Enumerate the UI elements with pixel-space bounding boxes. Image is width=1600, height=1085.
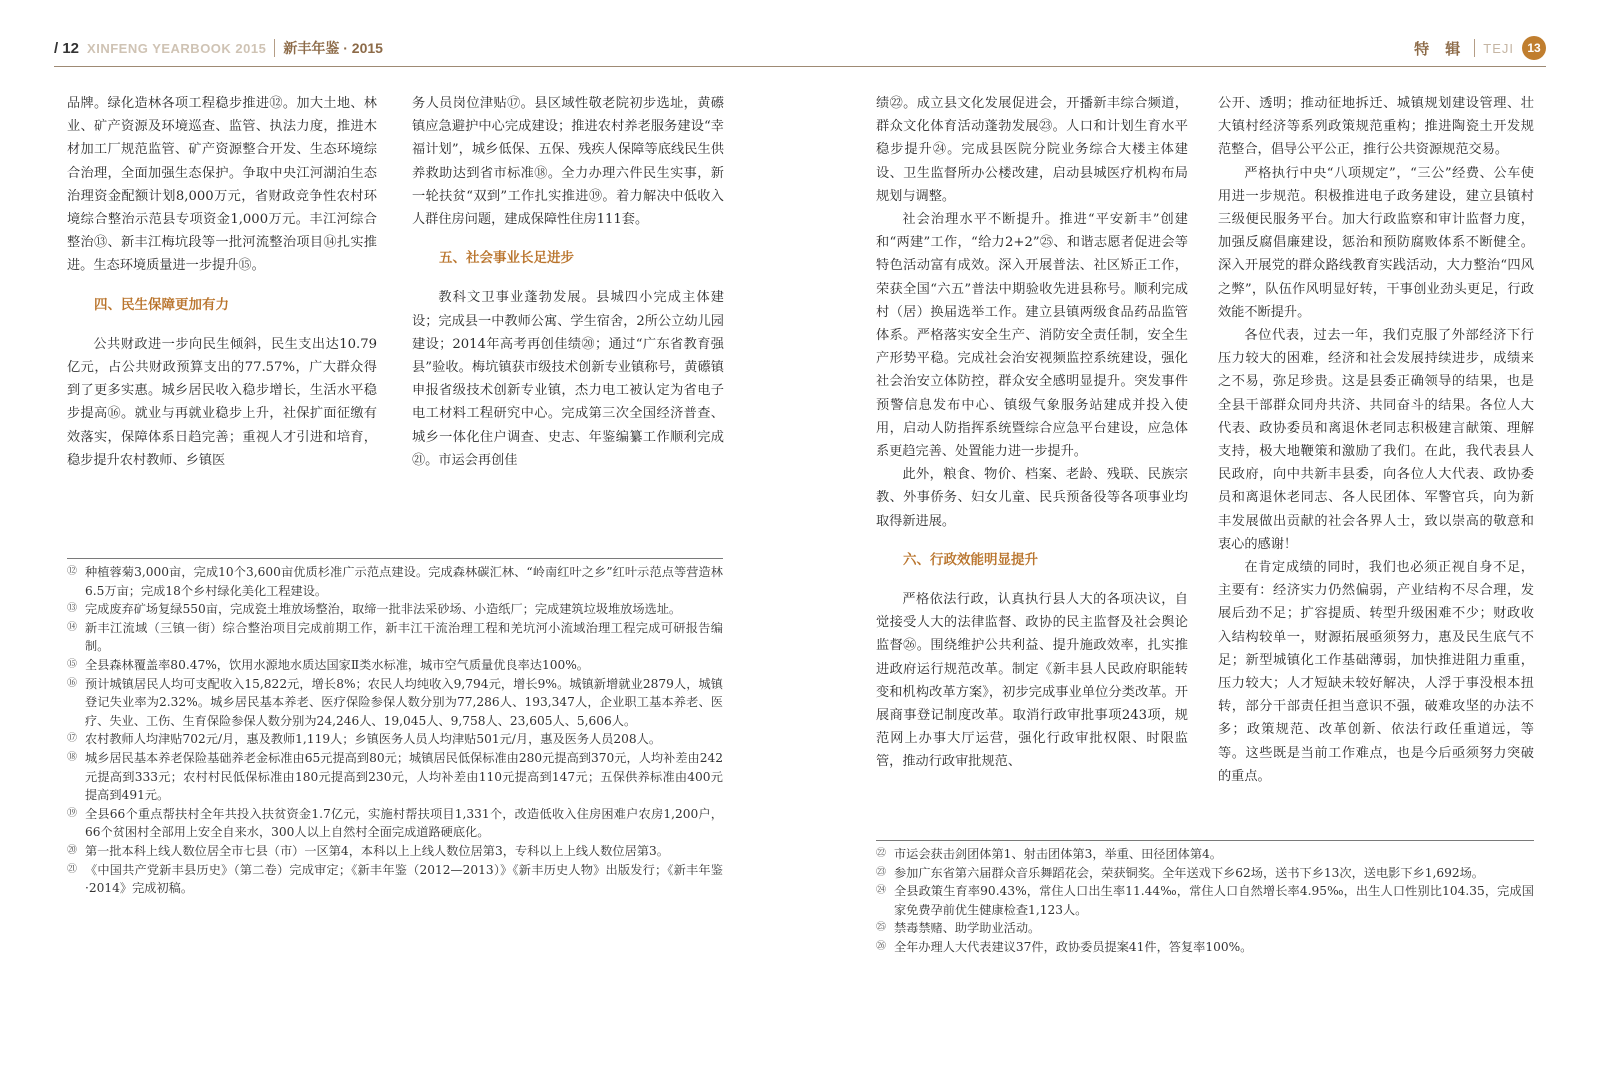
footnote-rule xyxy=(67,558,723,559)
footnote-number: ⑬ xyxy=(67,603,77,615)
footnote-number: ⑳ xyxy=(67,844,77,856)
footnote xyxy=(876,882,1534,919)
yearbook-title-cn: 新丰年鉴 · 2015 xyxy=(283,40,383,56)
footnote-number: ⑲ xyxy=(67,807,77,819)
footnote xyxy=(876,938,1534,957)
header-rule xyxy=(54,66,1546,67)
footnote-text: 全县66个重点帮扶村全年共投入扶贫资金1.7亿元，实施村帮扶项目1,331个，改造低收入住房困难户农房1,200户，66个贫困村全部用上安全自来水，300人以上自然村全面完成道路硬底化。 xyxy=(85,806,723,840)
footnote xyxy=(876,845,1534,864)
text-column-3 xyxy=(876,92,1188,774)
footnote xyxy=(67,563,723,600)
footnote-number: ㉒ xyxy=(876,848,886,859)
footnote-number: ⑰ xyxy=(67,733,77,745)
footnote-text: 预计城镇居民人均可支配收入15,822元，增长8%；农民人均纯收入9,794元，增长9%。城镇新增就业2879人，城镇登记失业率为2.32%。城乡居民基本养老、医疗保险参保人数分别为77,286人、193,347人，企业职工基本养老、医疗、失业、工伤、生育保险参保人数分别为24,246人、19,045人、9,758人、23,605人、5,606人。 xyxy=(85,676,723,728)
footnote xyxy=(876,919,1534,938)
footnote xyxy=(67,656,723,675)
footnote-text: 完成废弃矿场复绿550亩，完成瓷土堆放场整治，取缔一批非法采砂场、小造纸厂；完成建筑垃圾堆放场选址。 xyxy=(85,602,682,617)
footnote-number: ⑱ xyxy=(67,751,77,763)
paragraph: 教科文卫事业蓬勃发展。县城四小完成主体建设；完成县一中教师公寓、学生宿舍，2所公立幼儿园建设；2014年高考再创佳绩⑳；通过“广东省教育强县”验收。梅坑镇获市级技术创新专业镇称号，黄礤镇申报省级技术创新专业镇，杰力电工被认定为省电子电工材料工程研究中心。完成第三次全国经济普查、城乡一体化住户调查、史志、年鉴编纂工作顺利完成㉑。市运会再创佳 xyxy=(412,290,724,468)
section-heading-6: 六、行政效能明显提升 xyxy=(903,551,1038,568)
footnote xyxy=(67,675,723,731)
paragraph: 品牌。绿化造林各项工程稳步推进⑫。加大土地、林业、矿产资源及环境巡查、监管、执法力度，推进木材加工厂规范监管、矿产资源整合开发、生态环境综合治理，全面加强生态保护。争取中央江河湖泊生态治理资金配额计划8,000万元，省财政竞争性农村环境综合整治示范县专项资金1,000万元。丰江河综合整治⑬、新丰江梅坑段等一批河流整治项目⑭扎实推进。生态环境质量进一步提升⑮。 xyxy=(67,96,377,274)
section-title-en: TEJI xyxy=(1483,40,1514,56)
footnote-number: ㉕ xyxy=(876,922,886,934)
footnote xyxy=(67,749,723,805)
running-header-right xyxy=(1414,36,1546,60)
paragraph: 务人员岗位津贴⑰。县区域性敬老院初步选址，黄礤镇应急避护中心完成建设；推进农村养老服务建设“幸福计划”，城乡低保、五保、残疾人保障等底线民生供养救助达到省市标准⑱。全力办理六件民生实事，新一轮扶贫“双到”工作扎实推进⑲。着力解决中低收入人群住房问题，建成保障性住房111套。 xyxy=(412,96,724,228)
yearbook-title-en: XINFENG YEARBOOK 2015 xyxy=(87,40,267,56)
paragraph: 社会治理水平不断提升。推进“平安新丰”创建和“两建”工作，“给力2+2”㉕、和谐志愿者促进会等特色活动富有成效。深入开展普法、社区矫正工作，荣获全国“六五”普法中期验收先进县称号。顺利完成村（居）换届选举工作。建立县镇两级食品药品监管体系。严格落实安全生产、消防安全责任制，安全生产形势平稳。完成社会治安视频监控系统建设，强化社会治安立体防控，群众安全感明显提升。突发事件预警信息发布中心、镇级气象服务站建成并投入使用，启动人防指挥系统暨综合应急平台建设，应急体系更趋完善、处置能力进一步提升。 xyxy=(876,212,1188,460)
footnote-text: 参加广东省第六届群众音乐舞蹈花会，荣获铜奖。全年送戏下乡62场，送书下乡13次，送电影下乡1,692场。 xyxy=(894,865,1484,880)
footnote xyxy=(67,730,723,749)
section-heading-5: 五、社会事业长足进步 xyxy=(439,250,574,267)
footnote-text: 第一批本科上线人数位居全市七县（市）一区第4，本科以上上线人数位居第3，专科以上上线人数位居第3。 xyxy=(85,843,669,858)
section-title-cn: 特 辑 xyxy=(1414,40,1467,58)
paragraph: 各位代表，过去一年，我们克服了外部经济下行压力较大的困难，经济和社会发展持续进步，成绩来之不易，弥足珍贵。这是县委正确领导的结果，也是全县干部群众同舟共济、共同奋斗的结果。各位人大代表、政协委员和离退休老同志积极建言献策、理解支持，极大地鞭策和激励了我们。在此，我代表县人民政府，向中共新丰县委，向各位人大代表、政协委员和离退休老同志、各人民团体、军警官兵，向为新丰发展做出贡献的社会各界人士，致以崇高的敬意和衷心的感谢！ xyxy=(1218,328,1534,552)
footnote-number: ⑫ xyxy=(67,566,77,577)
footnote xyxy=(876,864,1534,883)
footnotes-right xyxy=(876,845,1534,957)
footnote-text: 种植蓉菊3,000亩，完成10个3,600亩优质杉准广示范点建设。完成森林碳汇林、“岭南红叶之乡”红叶示范点等营造林6.5万亩；完成18个乡村绿化美化工程建设。 xyxy=(85,565,723,598)
footnote xyxy=(67,805,723,842)
paragraph: 严格执行中央“八项规定”，“三公”经费、公车使用进一步规范。积极推进电子政务建设，建立县镇村三级便民服务平台。加大行政监察和审计监督力度，加强反腐倡廉建设，惩治和预防腐败体系不断健全。深入开展党的群众路线教育实践活动，大力整治“四风之弊”，队伍作风明显好转，干事创业劲头更足，行政效能不断提升。 xyxy=(1218,165,1534,320)
paragraph: 在肯定成绩的同时，我们也必须正视自身不足，主要有：经济实力仍然偏弱，产业结构不尽合理，发展后劲不足；扩容提质、转型升级困难不少；财政收入结构较单一，财源拓展亟须努力，惠及民生底气不足；新型城镇化工作基础薄弱，加快推进阻力重重，压力较大；人才短缺未较好解决，人浮于事没根本扭转，部分干部责任担当意识不强，破难攻坚的办法不多；政策规范、改革创新、依法行政任重道远，等等。这些既是当前工作难点，也是今后亟须努力突破的重点。 xyxy=(1218,560,1534,784)
paragraph: 此外，粮食、物价、档案、老龄、残联、民族宗教、外事侨务、妇女儿童、民兵预备役等各项事业均取得新进展。 xyxy=(876,467,1188,529)
footnote-text: 市运会获击剑团体第1、射击团体第3，举重、田径团体第4。 xyxy=(894,847,1222,861)
paragraph: 公共财政进一步向民生倾斜，民生支出达10.79亿元，占公共财政预算支出的77.57%，广大群众得到了更多实惠。城乡居民收入稳步增长，生活水平稳步提高⑯。就业与再就业稳步上升，社保扩面征缴有效落实，保障体系日趋完善；重视人才引进和培育，稳步提升农村教师、乡镇医 xyxy=(67,336,377,468)
section-heading-4: 四、民生保障更加有力 xyxy=(94,296,229,313)
footnote-text: 禁毒禁赌、助学助业活动。 xyxy=(894,921,1041,936)
header-divider xyxy=(274,39,275,57)
footnote-number: ⑯ xyxy=(67,677,77,689)
footnote-text: 全年办理人大代表建议37件，政协委员提案41件，答复率100%。 xyxy=(894,939,1253,954)
paragraph: 绩㉒。成立县文化发展促进会，开播新丰综合频道，群众文化体育活动蓬勃发展㉓。人口和计划生育水平稳步提升㉔。完成县医院分院业务综合大楼主体建设、卫生监督所办公楼改建，启动县城医疗机构布局规划与调整。 xyxy=(876,96,1188,204)
text-column-1 xyxy=(67,92,377,472)
running-header-left xyxy=(54,36,383,60)
text-column-2 xyxy=(412,92,724,472)
footnote-number: ㉑ xyxy=(67,863,77,875)
footnote xyxy=(67,619,723,656)
footnote-number: ㉔ xyxy=(876,885,886,897)
footnote xyxy=(67,861,723,898)
footnote-number: ⑮ xyxy=(67,658,77,670)
footnote-rule xyxy=(876,840,1534,841)
footnote-text: 城乡居民基本养老保险基础养老金标准由65元提高到80元；城镇居民低保标准由280元提高到370元，人均补差由242元提高到333元；农村村民低保标准由180元提高到230元，人均补差由110元提高到147元；五保供养标准由400元提高到491元。 xyxy=(85,750,723,803)
footnote-text: 全县森林覆盖率80.47%，饮用水源地水质达国家Ⅱ类水标准，城市空气质量优良率达100%。 xyxy=(85,657,589,672)
footnote-text: 全县政策生育率90.43%，常住人口出生率11.44‰，常住人口自然增长率4.95‰，出生人口性别比104.35，完成国家免费孕前优生健康检查1,123人。 xyxy=(894,884,1534,917)
footnote-number: ㉖ xyxy=(876,940,886,952)
page-number-badge: 13 xyxy=(1522,36,1546,60)
text-column-4 xyxy=(1218,92,1534,788)
page-number-left: / 12 xyxy=(54,39,80,57)
paragraph: 严格依法行政，认真执行县人大的各项决议，自觉接受人大的法律监督、政协的民主监督及社会舆论监督㉖。围绕维护公共利益、提升施政效率，扎实推进政府运行规范改革。制定《新丰县人民政府职能转变和机构改革方案》，初步完成事业单位分类改革。开展商事登记制度改革。取消行政审批事项243项，规范网上办事大厅运营，强化行政审批权限、时限监管，推动行政审批规范、 xyxy=(876,592,1188,770)
header-divider xyxy=(1474,39,1475,57)
footnote-number: ㉓ xyxy=(876,866,886,878)
footnote-text: 农村教师人均津贴702元/月，惠及教师1,119人；乡镇医务人员人均津贴501元/月，惠及医务人员208人。 xyxy=(85,732,662,747)
footnote xyxy=(67,600,723,619)
footnote-number: ⑭ xyxy=(67,621,77,633)
footnote-text: 《中国共产党新丰县历史》（第二卷）完成审定；《新丰年鉴（2012—2013）》《新丰历史人物》出版发行；《新丰年鉴·2014》完成初稿。 xyxy=(85,862,723,896)
footnote xyxy=(67,842,723,861)
paragraph: 公开、透明；推动征地拆迁、城镇规划建设管理、壮大镇村经济等系列政策规范重构；推进陶瓷土开发规范整合，倡导公平公正，推行公共资源规范交易。 xyxy=(1218,96,1534,158)
footnote-text: 新丰江流域（三镇一街）综合整治项目完成前期工作，新丰江干流治理工程和羌坑河小流域治理工程完成可研报告编制。 xyxy=(85,620,723,654)
footnotes-left xyxy=(67,563,723,898)
